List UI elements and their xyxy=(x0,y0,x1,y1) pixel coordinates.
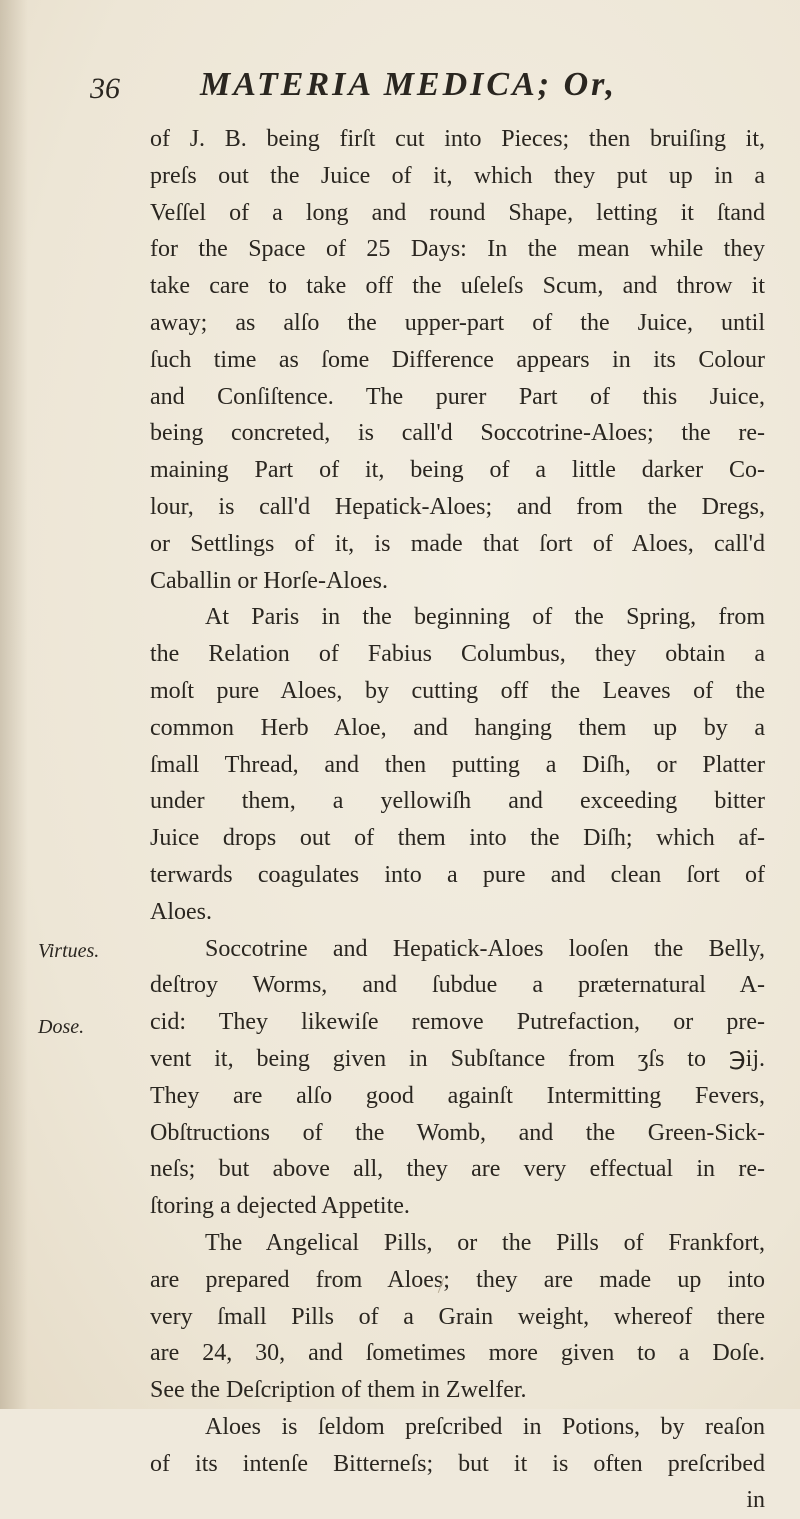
text-line: the Relation of Fabius Columbus, they obtain a xyxy=(150,641,765,668)
text-line: moſt pure Aloes, by cutting off the Leaves of the xyxy=(150,677,765,704)
text-line: They are alſo good againſt Intermitting Fevers, xyxy=(150,1082,765,1109)
page-gutter-shadow xyxy=(0,0,28,1409)
text-line: or Settlings of it, is made that ſort of Aloes, call'd xyxy=(150,530,765,557)
text-line: preſs out the Juice of it, which they put up in a xyxy=(150,162,765,189)
text-line: of its intenſe Bitterneſs; but it is often preſcribed xyxy=(150,1450,765,1477)
text-line: See the Deſcription of them in Zwelfer. xyxy=(150,1377,527,1404)
text-line: Aloes. xyxy=(150,898,212,925)
body-text xyxy=(150,121,765,1519)
text-line: neſs; but above all, they are very effectual in re- xyxy=(150,1156,765,1183)
text-line: ſmall Thread, and then putting a Diſh, or Platter xyxy=(150,751,765,778)
text-line: Soccotrine and Hepatick-Aloes looſen the Belly, xyxy=(205,935,765,962)
text-line: and Conſiſtence. The purer Part of this Juice, xyxy=(150,383,765,410)
text-line: Veſſel of a long and round Shape, letting it ſtand xyxy=(150,199,765,226)
text-line: cid: They likewiſe remove Putrefaction, or pre- xyxy=(150,1009,765,1036)
text-line: away; as alſo the upper-part of the Juice, until xyxy=(150,309,765,336)
text-line: ſtoring a dejected Appetite. xyxy=(150,1193,410,1220)
text-line: lour, is call'd Hepatick-Aloes; and from the Dregs, xyxy=(150,493,765,520)
text-line: The Angelical Pills, or the Pills of Frankfort, xyxy=(205,1229,765,1256)
text-line: ſuch time as ſome Difference appears in its Colour xyxy=(150,346,765,373)
catchword: in xyxy=(746,1487,765,1514)
text-line: take care to take off the uſeleſs Scum, and throw it xyxy=(150,273,765,300)
text-line: very ſmall Pills of a Grain weight, whereof there xyxy=(150,1303,765,1330)
text-line: deſtroy Worms, and ſubdue a præternatural A- xyxy=(150,972,765,999)
page-number: 36 xyxy=(90,72,120,105)
text-line: Caballin or Horſe-Aloes. xyxy=(150,567,388,594)
text-line: Juice drops out of them into the Diſh; which af- xyxy=(150,825,765,852)
text-line: for the Space of 25 Days: In the mean while they xyxy=(150,236,765,263)
text-line: vent it, being given in Subſtance from ʒſs to ℈ij. xyxy=(150,1045,765,1072)
text-line: terwards coagulates into a pure and clean ſort of xyxy=(150,861,765,888)
margin-note-virtues: Virtues. xyxy=(38,940,100,962)
text-line: are prepared from Aloes; they are made up into xyxy=(150,1266,765,1293)
running-head: MATERIA MEDICA; Or, xyxy=(200,66,617,103)
text-line: of J. B. being firſt cut into Pieces; then bruiſing it, xyxy=(150,126,765,152)
text-line: Aloes is ſeldom preſcribed in Potions, by reaſon xyxy=(205,1413,765,1440)
text-line: under them, a yellowiſh and exceeding bitter xyxy=(150,788,765,815)
text-line: common Herb Aloe, and hanging them up by a xyxy=(150,714,765,741)
text-line: At Paris in the beginning of the Spring, from xyxy=(205,604,765,631)
text-line: maining Part of it, being of a little darker Co- xyxy=(150,457,765,484)
text-line: are 24, 30, and ſometimes more given to a Doſe. xyxy=(150,1340,765,1367)
text-line: being concreted, is call'd Soccotrine-Aloes; the re- xyxy=(150,420,765,447)
text-line: Obſtructions of the Womb, and the Green-Sick- xyxy=(150,1119,765,1146)
margin-note-dose: Dose. xyxy=(38,1016,85,1038)
